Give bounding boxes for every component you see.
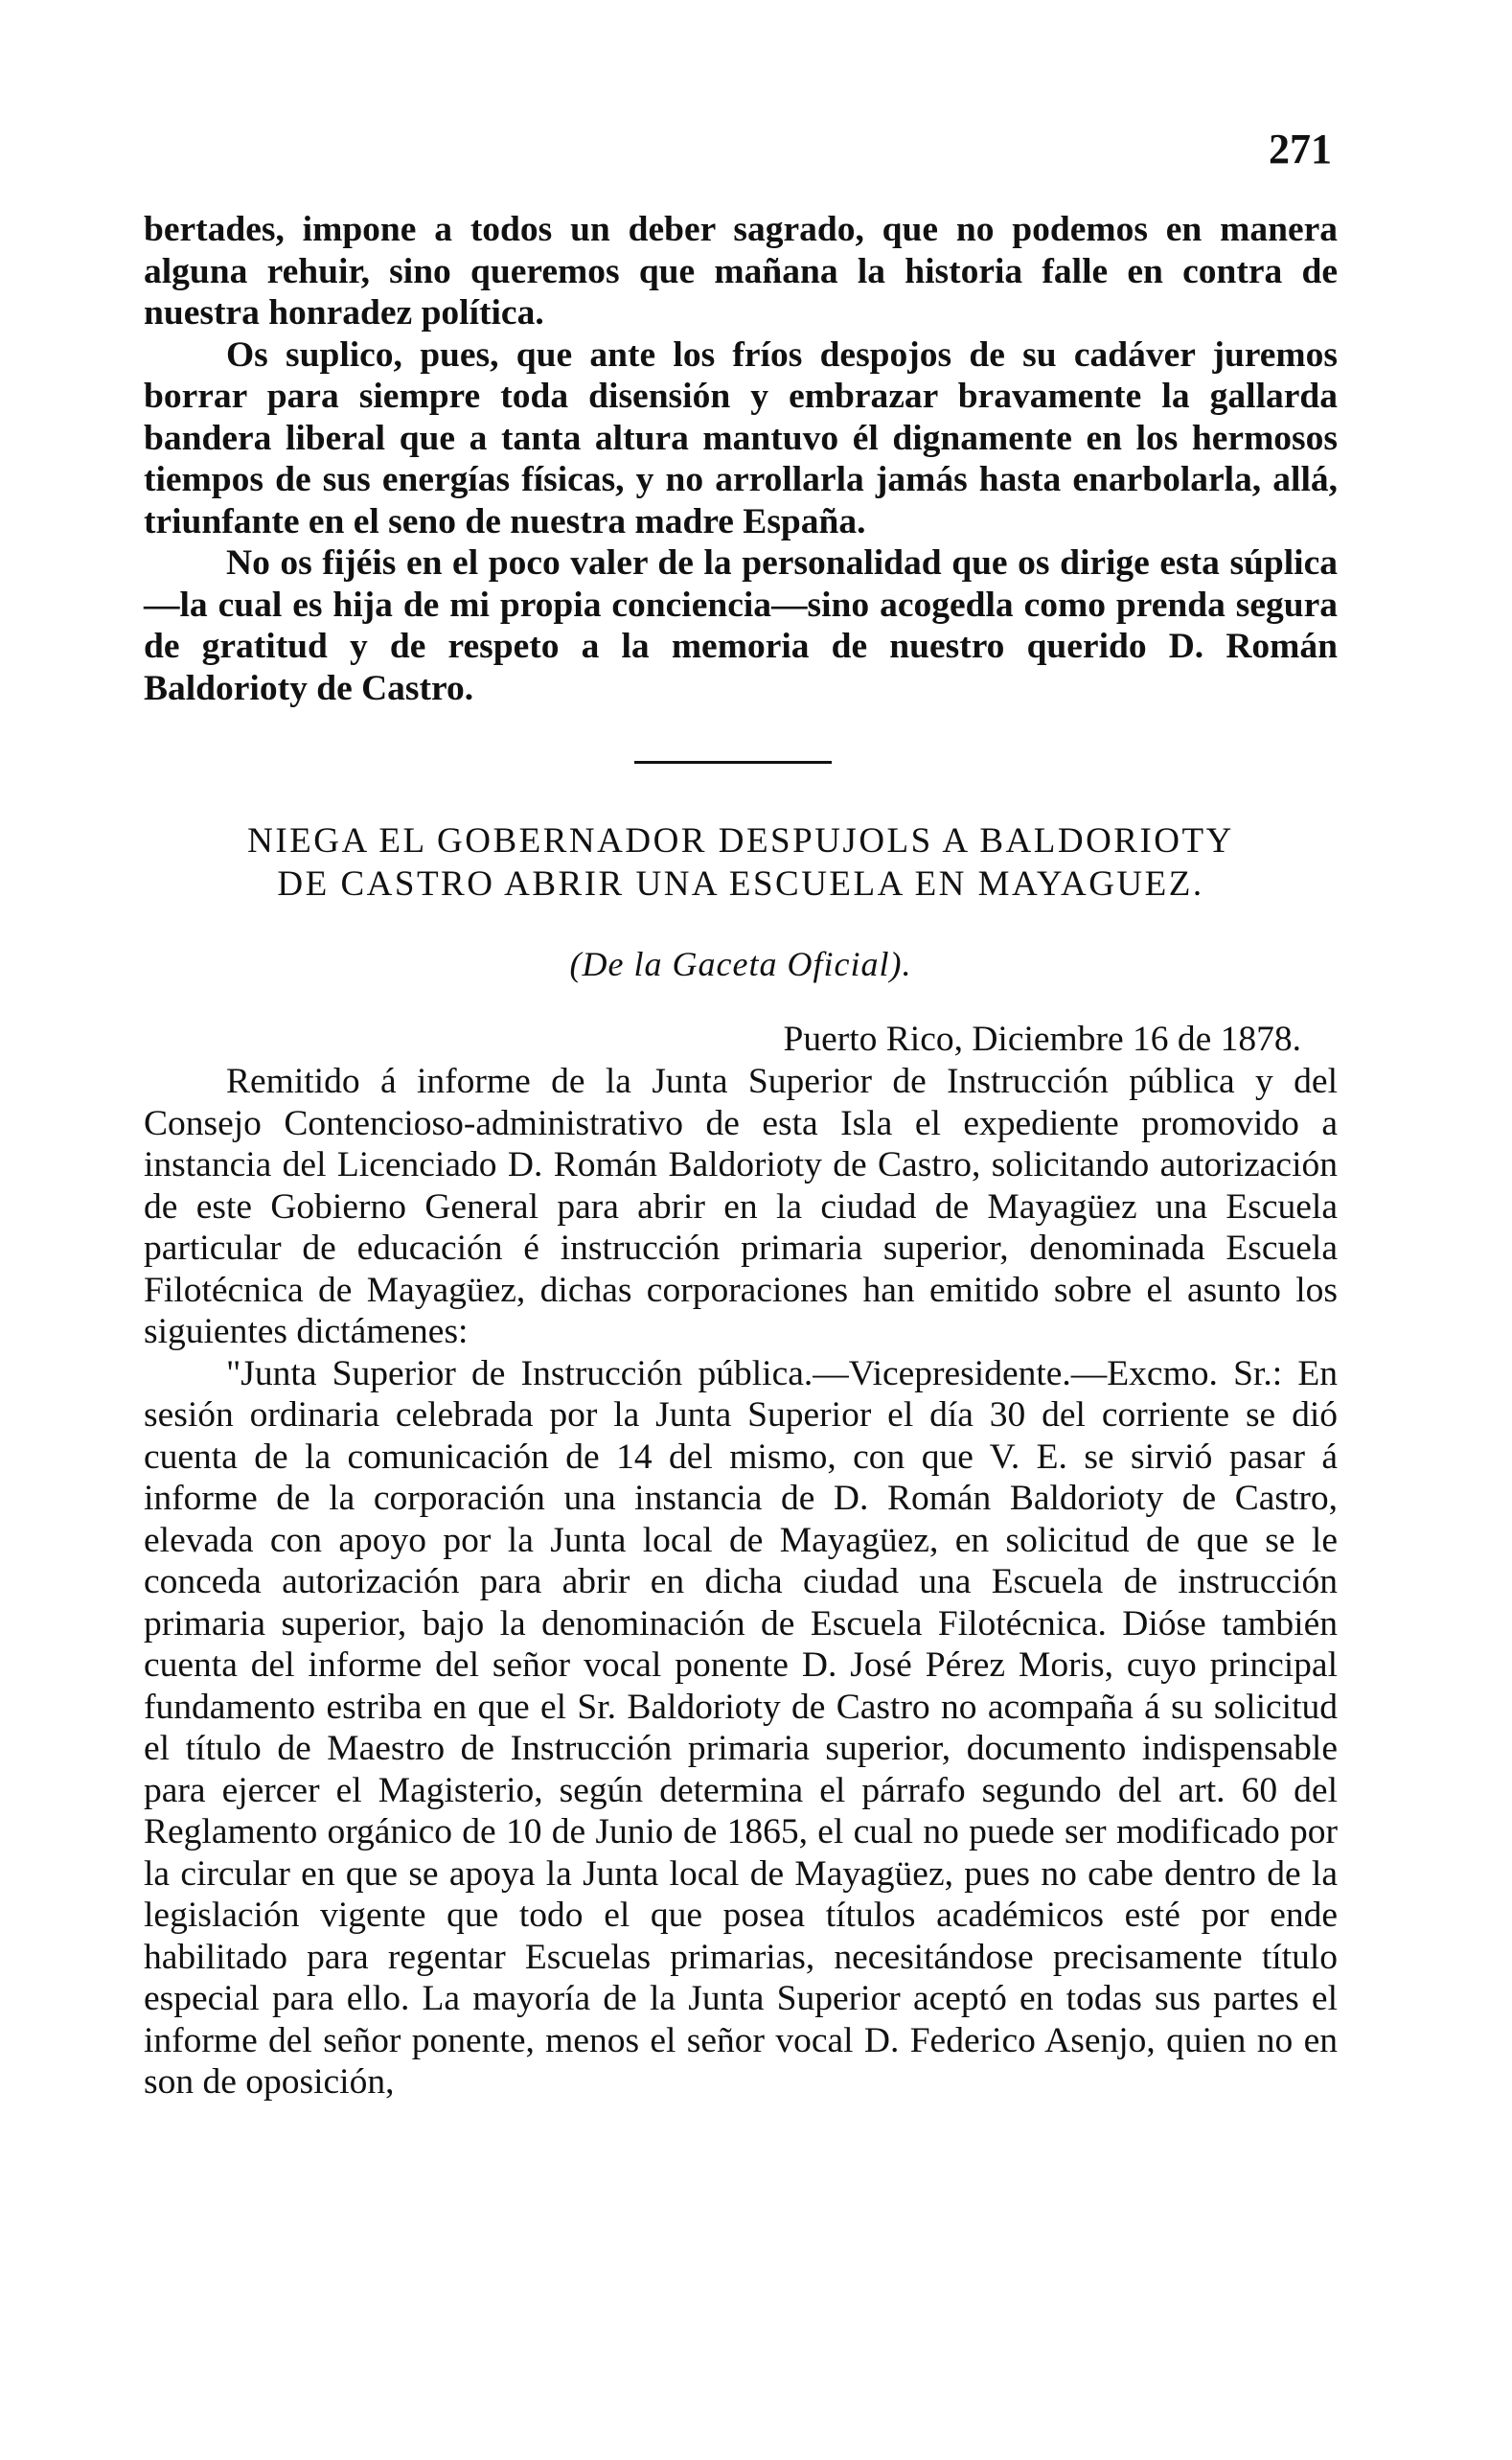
page-number: 271 xyxy=(1269,126,1332,172)
article-paragraph-1: Remitido á informe de la Junta Superior de Instrucción pública y del Consejo Contencioso-administrativo de esta Isla el expediente promovido a instancia del Licenciado D. Román Baldorioty de Castro, solicitando autorización de este Gobierno General para abrir en la ciudad de Mayagüez una Escuela particular de educación é instrucción primaria superior, denominada Escuela Filotécnica de Mayagüez, dichas corporaciones han emitido sobre el asunto los siguientes dictámenes: xyxy=(144,1062,1338,1351)
article-heading-line-1: NIEGA EL GOBERNADOR DESPUJOLS A BALDORIOTY xyxy=(247,821,1234,861)
article-paragraph-2: "Junta Superior de Instrucción pública.—Vicepresidente.—Excmo. Sr.: En sesión ordinaria celebrada por la Junta Superior el día 30 del corriente se dió cuenta de la comunicación de 14 del mismo, con que V. E. se sirvió pasar á informe de la corporación una instancia de D. Román Baldorioty de Castro, elevada con apoyo por la Junta local de Mayagüez, en solicitud de que se le conceda autorización para abrir en dicha ciudad una Escuela de instrucción primaria superior, bajo la denominación de Escuela Filotécnica. Dióse también cuenta del informe del señor vocal ponente D. José Pérez Moris, cuyo principal fundamento estriba en que el Sr. Baldorioty de Castro no acompaña á su solicitud el título de Maestro de Instrucción primaria superior, documento indispensable para ejercer el Magisterio, según determina el párrafo segundo del art. 60 del Reglamento orgánico de 10 de Junio de 1865, el cual no puede ser modificado por la circular en que se apoya la Junta local de Mayagüez, pues no cabe dentro de la legislación vigente que todo el que posea títulos académicos esté por ende habilitado para regentar Escuelas primarias, necesitándose precisamente título especial para ello. La mayoría de la Junta Superior aceptó en todas sus partes el informe del señor ponente, menos el señor vocal D. Federico Asenjo, quien no en son de oposición, xyxy=(144,1353,1338,2102)
intro-paragraph-3: No os fijéis en el poco valer de la personalidad que os dirige esta súplica—la cual es hija de mi propia conciencia—sino acogedla como prenda segura de gratitud y de respeto a la memoria de nuestro querido D. Román Baldorioty de Castro. xyxy=(144,543,1338,708)
intro-paragraph-2: Os suplico, pues, que ante los fríos despojos de su cadáver juremos borrar para siempre toda disensión y embrazar bravamente la gallarda bandera liberal que a tanta altura mantuvo él dignamente en los hermosos tiempos de sus energías físicas, y no arrollarla jamás hasta enarbolarla, allá, triunfante en el seno de nuestra madre España. xyxy=(144,334,1338,541)
intro-text xyxy=(144,209,1338,709)
article-source: (De la Gaceta Oficial). xyxy=(569,945,912,983)
article-dateline: Puerto Rico, Diciembre 16 de 1878. xyxy=(783,1020,1301,1059)
section-divider xyxy=(634,761,832,764)
article-heading-line-2: DE CASTRO ABRIR UNA ESCUELA EN MAYAGUEZ. xyxy=(277,864,1204,904)
article-body xyxy=(144,1061,1338,2104)
intro-paragraph-1: bertades, impone a todos un deber sagrado, que no podemos en manera alguna rehuir, sino queremos que mañana la historia falle en contra de nuestra honradez política. xyxy=(144,210,1338,333)
